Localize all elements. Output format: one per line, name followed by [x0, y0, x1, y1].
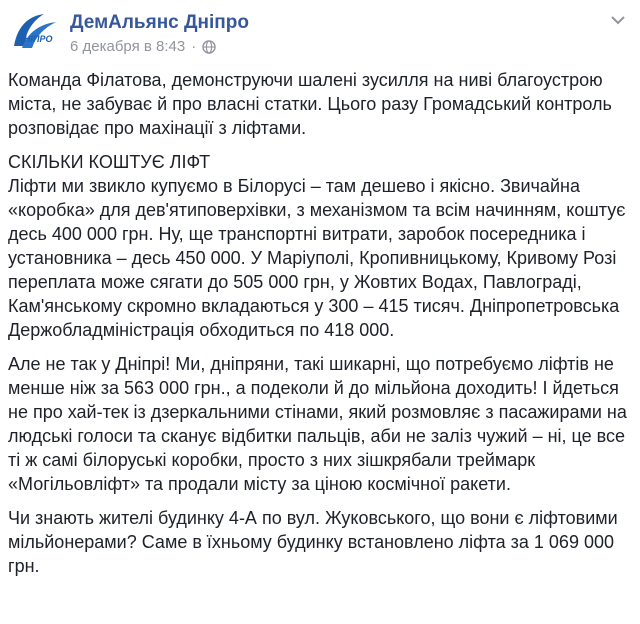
page-avatar[interactable]: [8, 6, 62, 60]
post-body: [8, 68, 634, 588]
paragraph-2: [8, 150, 634, 342]
post-timestamp[interactable]: 6 декабря в 8:43: [70, 38, 186, 55]
chevron-down-icon[interactable]: [610, 14, 626, 26]
post-header: [0, 0, 640, 70]
paragraph-3: Але не так у Дніпрі! Ми, дніпряни, такі шикарні, що потребуємо ліфтів не менше ніж за 563 000 грн., а подеколи й до мільйона доходить! І йдеться не про хай-тек із дзеркальними стінами, який розмовляє з пасажирами на людські голоси та сканує відбитки пальців, аби не заліз чужий – ні, це все ті ж самі білоруські коробки, просто з них зішкрябали треймарк «Могільовліфт» та продали місту за ціною космічної ракети.: [8, 354, 627, 494]
globe-icon: [202, 40, 216, 54]
section-heading: СКІЛЬКИ КОШТУЄ ЛІФТ: [8, 152, 211, 172]
meta-separator: ·: [191, 38, 197, 55]
paragraph-4: Чи знають жителі будинку 4-А по вул. Жуковського, що вони є ліфтовими мільйонерами? Саме в їхньому будинку встановлено ліфта за 1 069 000 грн.: [8, 508, 618, 576]
post-meta: [70, 38, 216, 55]
paragraph-2-text: Ліфти ми звикло купуємо в Білорусі – там дешево і якісно. Звичайна «коробка» для дев'ятиповерхівки, з механізмом та всім начинням, коштує десь 400 000 грн. Ну, ще транспортні витрати, заробок посередника і установника – десь 450 000. У Маріуполі, Кропивницькому, Кривому Розі переплата може сягати до 505 000 грн, у Жовтих Водах, Павлограді, Кам'янському скромно вкладаються у 300 – 415 тисяч. Дніпропетровська Держобладміністрація обходиться по 418 000.: [8, 176, 626, 340]
page-name-link[interactable]: ДемАльянс Дніпро: [70, 12, 249, 33]
logo-icon: [8, 6, 62, 60]
paragraph-1: Команда Філатова, демонструючи шалені зусилля на ниві благоустрою міста, не забуває й про власні статки. Цього разу Громадський контроль розповідає про махінації з ліфтами.: [8, 70, 612, 138]
logo-text: ДНІПРО: [17, 34, 53, 44]
